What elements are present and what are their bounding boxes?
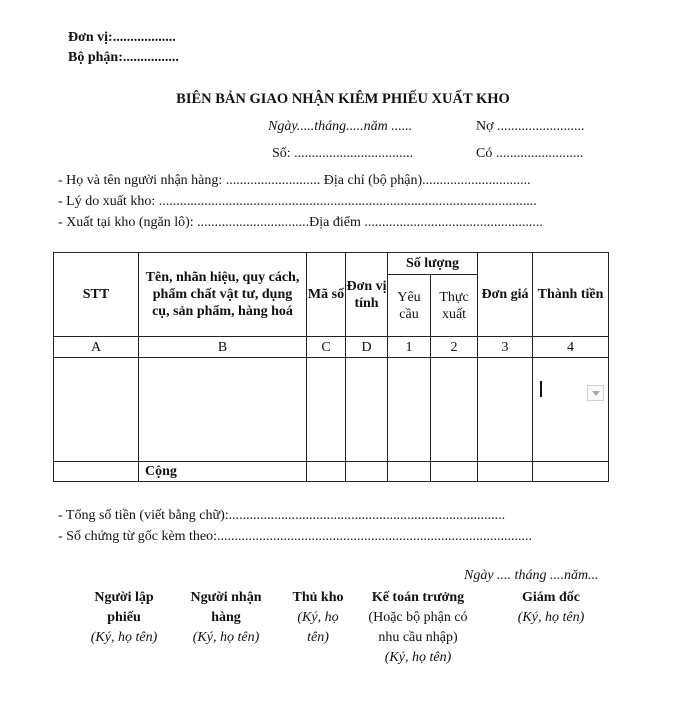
table-cell[interactable] — [54, 358, 139, 462]
header-code: Mã số — [307, 253, 346, 337]
letter-cell: 1 — [388, 337, 431, 358]
table-cell[interactable] — [346, 462, 388, 482]
table-cell[interactable] — [533, 358, 609, 462]
total-label: Cộng — [139, 462, 307, 482]
signature-title: Kế toán trưởng — [371, 590, 465, 605]
dropdown-arrow-icon[interactable] — [587, 385, 604, 401]
document-title: BIÊN BẢN GIAO NHẬN KIÊM PHIẾU XUẤT KHO — [176, 91, 510, 107]
signature-note: (Ký, họ tên) — [297, 610, 339, 645]
table-cell[interactable] — [346, 358, 388, 462]
letter-cell: 2 — [431, 337, 478, 358]
warehouse-field: - Xuất tại kho (ngăn lô): ................................Địa điểm ................................................... — [58, 215, 543, 230]
header-price: Đơn giá — [478, 253, 533, 337]
header-qty-actual: Thực xuất — [431, 275, 478, 337]
table-cell[interactable] — [307, 462, 346, 482]
number-line: Số: .................................. — [272, 146, 414, 161]
table-cell[interactable] — [478, 358, 533, 462]
signature-director — [505, 588, 597, 628]
signature-title: Giám đốc — [522, 590, 580, 605]
signature-title: Thủ kho — [292, 590, 344, 605]
header-qty-required: Yêu cầu — [388, 275, 431, 337]
header-amount: Thành tiền — [533, 253, 609, 337]
date-line: Ngày.....tháng.....năm ...... — [268, 119, 413, 134]
receiver-field: - Họ và tên người nhận hàng: ........................... Địa chỉ (bộ phận)............................... — [58, 173, 531, 188]
letter-cell: 3 — [478, 337, 533, 358]
sign-date-line: Ngày .... tháng ....năm... — [464, 568, 599, 583]
total-in-words-field: - Tổng số tiền (viết bằng chữ):............................................................................... — [58, 508, 506, 523]
attached-docs-field: - Số chứng từ gốc kèm theo:.......................................................................................... — [58, 529, 533, 544]
table-cell[interactable] — [139, 358, 307, 462]
table-cell[interactable] — [54, 462, 139, 482]
credit-line: Có ......................... — [476, 146, 584, 161]
reason-field: - Lý do xuất kho: ............................................................................................................ — [58, 194, 537, 209]
signature-note: (Ký, họ tên) — [90, 630, 158, 645]
table-cell[interactable] — [478, 462, 533, 482]
letter-cell: C — [307, 337, 346, 358]
letter-cell: 4 — [533, 337, 609, 358]
table-cell[interactable] — [388, 358, 431, 462]
unit-label: Đơn vị:.................. — [68, 30, 176, 45]
table-row — [54, 358, 609, 462]
table-cell[interactable] — [388, 462, 431, 482]
letter-cell: D — [346, 337, 388, 358]
letter-cell: A — [54, 337, 139, 358]
signature-title: Người nhận hàng — [190, 590, 262, 625]
header-stt: STT — [54, 253, 139, 337]
signature-note: (Ký, họ tên) — [517, 610, 585, 625]
text-cursor-icon — [540, 381, 542, 397]
header-quantity: Số lượng — [388, 253, 478, 275]
table-cell[interactable] — [533, 462, 609, 482]
signature-extra: (Hoặc bộ phận có nhu cầu nhập) — [368, 610, 468, 645]
signature-chief-accountant — [366, 588, 470, 668]
header-unit: Đơn vị tính — [346, 253, 388, 337]
table-cell[interactable] — [431, 462, 478, 482]
signature-receiver — [184, 588, 268, 648]
table-cell[interactable] — [307, 358, 346, 462]
goods-table — [53, 252, 609, 482]
letter-cell: B — [139, 337, 307, 358]
signature-note: (Ký, họ tên) — [192, 630, 260, 645]
debit-line: Nợ ......................... — [476, 119, 585, 134]
header-item-name: Tên, nhãn hiệu, quy cách, phẩm chất vật tư, dụng cụ, sản phẩm, hàng hoá — [139, 253, 307, 337]
signature-title: Người lập phiếu — [94, 590, 154, 625]
department-label: Bộ phận:................ — [68, 50, 179, 65]
total-row — [54, 462, 609, 482]
table-cell[interactable] — [431, 358, 478, 462]
signature-storekeeper — [287, 588, 349, 648]
signature-note: (Ký, họ tên) — [384, 650, 452, 665]
signature-preparer — [82, 588, 166, 648]
